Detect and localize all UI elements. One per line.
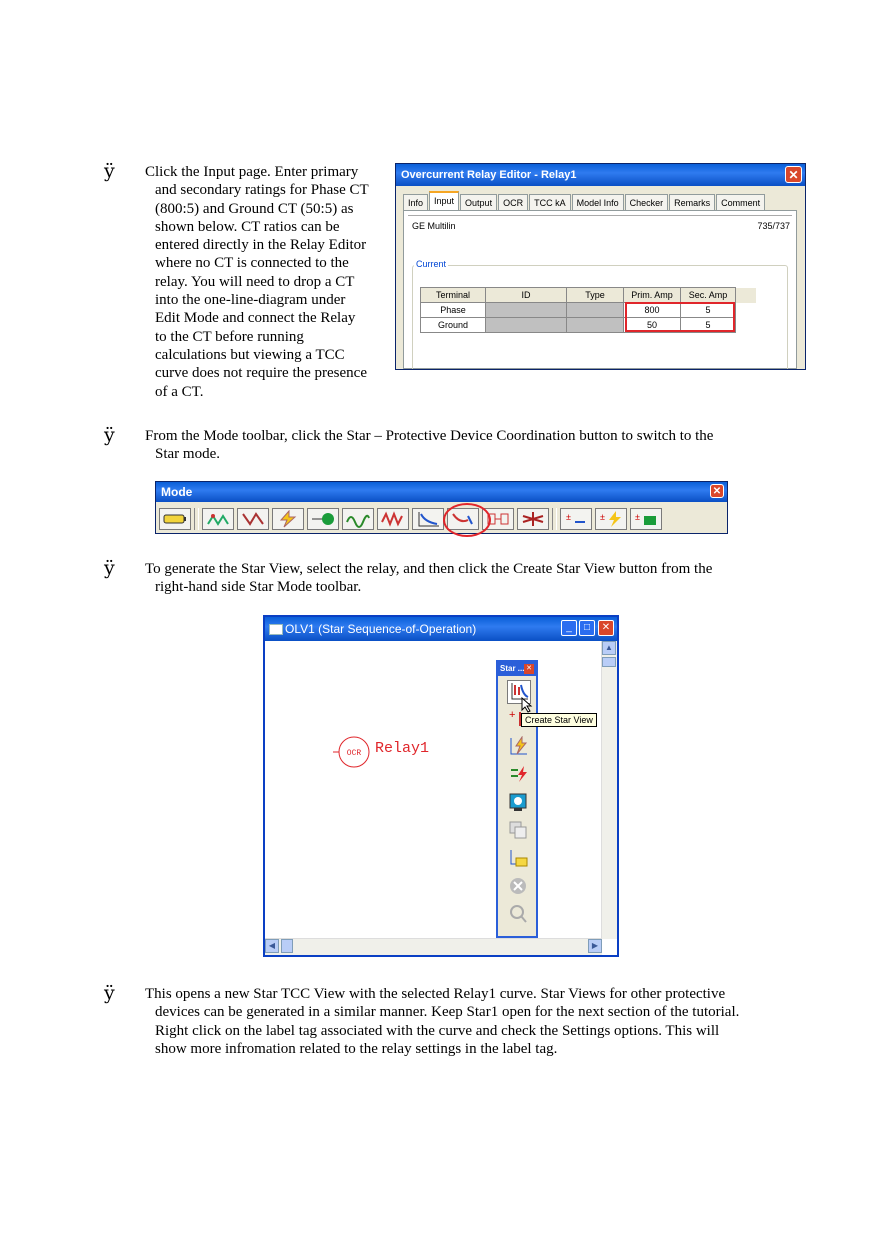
tab-ocr[interactable]: OCR <box>498 194 528 211</box>
sequence-viewer-button[interactable] <box>507 792 529 814</box>
horizontal-scrollbar[interactable] <box>265 938 602 955</box>
dc-short-circuit-button[interactable] <box>560 508 592 530</box>
step-4-line: Right click on the label tag associated with the curve and check the Settings options. This will <box>155 1022 720 1039</box>
scroll-thumb[interactable] <box>281 939 293 953</box>
tab-info[interactable]: Info <box>403 194 428 211</box>
star-curve-icon <box>508 736 528 756</box>
cell-type <box>567 303 624 318</box>
motor-starting-button[interactable] <box>307 508 339 530</box>
vertical-scrollbar[interactable] <box>601 641 617 939</box>
tab-input[interactable]: Input <box>429 191 459 212</box>
report-icon <box>508 848 528 868</box>
prim-amp-input[interactable]: 50 <box>624 318 681 333</box>
tooltip: Create Star View <box>521 713 597 727</box>
col-sec-amp: Sec. Amp <box>681 288 736 303</box>
table-filler <box>736 288 757 303</box>
edit-mode-button[interactable] <box>159 508 191 530</box>
step-3-line: right-hand side Star Mode toolbar. <box>155 579 362 596</box>
star-pdc-button[interactable] <box>412 508 444 530</box>
relay-symbol-text: OCR <box>346 749 362 758</box>
short-circuit-icon <box>240 510 266 528</box>
battery-icon <box>162 512 188 526</box>
load-flow-icon <box>205 510 231 528</box>
maximize-icon[interactable]: □ <box>579 620 595 636</box>
step-1-line: curve does not require the presence <box>155 365 367 382</box>
star-tcc-icon <box>415 510 441 528</box>
svg-text:+: + <box>509 709 516 721</box>
divider <box>408 215 792 216</box>
tab-tcc-ka[interactable]: TCC kA <box>529 194 571 211</box>
close-icon[interactable]: ✕ <box>524 664 534 674</box>
bullet-glyph: ÿ <box>104 557 115 579</box>
highlight-box <box>625 302 735 332</box>
step-2-text <box>145 427 785 464</box>
sequence-viewer-icon <box>508 792 528 812</box>
cell-terminal: Phase <box>421 303 486 318</box>
separator <box>194 508 199 530</box>
copy-icon <box>508 820 528 840</box>
bullet-glyph: ÿ <box>104 424 115 446</box>
grounding-grid-icon <box>520 510 546 528</box>
transient-wave-icon <box>380 510 406 528</box>
relay-model-number: 735/737 <box>757 221 790 231</box>
cell-type <box>567 318 624 333</box>
star-toolbar-title: Star ... <box>498 662 536 676</box>
input-page-panel <box>403 210 797 369</box>
zoom-icon <box>508 904 528 924</box>
step-1-line: and secondary ratings for Phase CT <box>155 182 369 199</box>
separator <box>552 508 557 530</box>
dc-arc-flash-button[interactable] <box>595 508 627 530</box>
olv1-window <box>263 615 619 957</box>
step-1-line: calculations but viewing a TCC <box>155 346 345 363</box>
mode-toolbar <box>155 481 728 534</box>
step-1-line: Edit Mode and connect the Relay <box>155 310 356 327</box>
mode-toolbar-title: Mode <box>156 482 727 502</box>
stop-button[interactable] <box>507 876 529 898</box>
dc-arrow-icon <box>563 510 589 528</box>
arc-flash-button[interactable] <box>272 508 304 530</box>
window-icon <box>269 624 283 635</box>
step-4-line: devices can be generated in a similar manner. Keep Star1 open for the next section of the tutorial. <box>155 1004 740 1021</box>
tab-remarks[interactable]: Remarks <box>669 194 715 211</box>
step-1-line: relay. You will need to drop a CT <box>155 273 355 290</box>
step-4-line: show more infromation related to the relay settings in the label tag. <box>155 1040 558 1057</box>
lightning-icon <box>275 510 301 528</box>
star-curve-button[interactable] <box>507 736 529 758</box>
svg-text:±: ± <box>600 512 605 522</box>
copy-view-button[interactable] <box>507 820 529 842</box>
close-icon[interactable]: ✕ <box>710 484 724 498</box>
table-filler <box>736 318 757 333</box>
harmonic-wave-icon <box>345 510 371 528</box>
cursor-icon <box>521 697 533 713</box>
step-1-line: into the one-line-diagram under <box>155 292 346 309</box>
scroll-right-icon[interactable]: ▶ <box>588 939 602 953</box>
sec-amp-input[interactable]: 5 <box>681 303 736 318</box>
cell-id <box>486 318 567 333</box>
step-1-line: entered directly in the Relay Editor <box>155 237 367 254</box>
olv1-title: OLV1 (Star Sequence-of-Operation) <box>265 617 617 641</box>
current-group-label: Current <box>416 259 447 269</box>
step-1-line: shown below. CT ratios can be <box>155 218 340 235</box>
scroll-left-icon[interactable]: ◀ <box>265 939 279 953</box>
step-1-line: to the CT before running <box>155 328 304 345</box>
col-terminal: Terminal <box>421 288 486 303</box>
relay-editor-window <box>395 163 806 370</box>
table-filler <box>736 303 757 318</box>
sec-amp-input[interactable]: 5 <box>681 318 736 333</box>
battery-discharge-button[interactable] <box>630 508 662 530</box>
scroll-up-icon[interactable]: ▲ <box>602 641 616 655</box>
relay-model: GE Multilin <box>412 221 456 231</box>
step-2-line: From the Mode toolbar, click the Star – Protective Device Coordination button to switch to the <box>145 428 714 444</box>
tab-comment[interactable]: Comment <box>716 194 765 211</box>
step-4-text <box>145 985 795 1058</box>
report-button[interactable] <box>507 848 529 870</box>
svg-text:±: ± <box>635 512 640 522</box>
fault-insertion-button[interactable] <box>507 764 529 786</box>
relay-label[interactable]: Relay1 <box>375 740 430 757</box>
fault-icon <box>508 764 528 784</box>
step-3-line: To generate the Star View, select the relay, and then click the Create Star View button from the <box>145 561 713 577</box>
motor-icon <box>310 510 336 528</box>
minimize-icon[interactable]: _ <box>561 620 577 636</box>
relay-ocr-symbol[interactable] <box>333 735 373 769</box>
prim-amp-input[interactable]: 800 <box>624 303 681 318</box>
col-type: Type <box>567 288 624 303</box>
bullet-glyph: ÿ <box>104 982 115 1004</box>
cell-terminal: Ground <box>421 318 486 333</box>
step-4-line: This opens a new Star TCC View with the selected Relay1 curve. Star Views for other protective <box>145 986 726 1002</box>
tab-model-info[interactable]: Model Info <box>572 194 624 211</box>
stop-icon <box>508 876 528 896</box>
tab-checker[interactable]: Checker <box>625 194 669 211</box>
battery-discharge-icon <box>633 510 659 528</box>
cell-id <box>486 303 567 318</box>
bullet-glyph: ÿ <box>104 160 115 182</box>
close-icon[interactable]: ✕ <box>598 620 614 636</box>
svg-text:±: ± <box>566 512 571 522</box>
step-1-line: (800:5) and Ground CT (50:5) as <box>155 200 354 217</box>
dc-lightning-icon <box>598 510 624 528</box>
scroll-thumb[interactable] <box>602 657 616 667</box>
zoom-button[interactable] <box>507 904 529 926</box>
grounding-button[interactable] <box>517 508 549 530</box>
short-circuit-button[interactable] <box>237 508 269 530</box>
mode-toolbar-buttons <box>159 506 724 532</box>
table-header-row <box>421 288 757 303</box>
step-1-line: Click the Input page. Enter primary <box>145 164 359 180</box>
step-3-text <box>145 560 785 597</box>
step-2-line: Star mode. <box>155 446 220 463</box>
tab-output[interactable]: Output <box>460 194 497 211</box>
close-icon[interactable]: ✕ <box>785 166 802 183</box>
col-prim-amp: Prim. Amp <box>624 288 681 303</box>
harmonics-button[interactable] <box>342 508 374 530</box>
highlight-oval <box>443 503 491 537</box>
step-1-line: of a CT. <box>155 383 204 400</box>
transient-stability-button[interactable] <box>377 508 409 530</box>
step-1-text <box>145 163 385 401</box>
step-1-line: where no CT is connected to the <box>155 255 349 272</box>
col-id: ID <box>486 288 567 303</box>
load-flow-button[interactable] <box>202 508 234 530</box>
relay-editor-title: Overcurrent Relay Editor - Relay1 <box>396 164 805 186</box>
